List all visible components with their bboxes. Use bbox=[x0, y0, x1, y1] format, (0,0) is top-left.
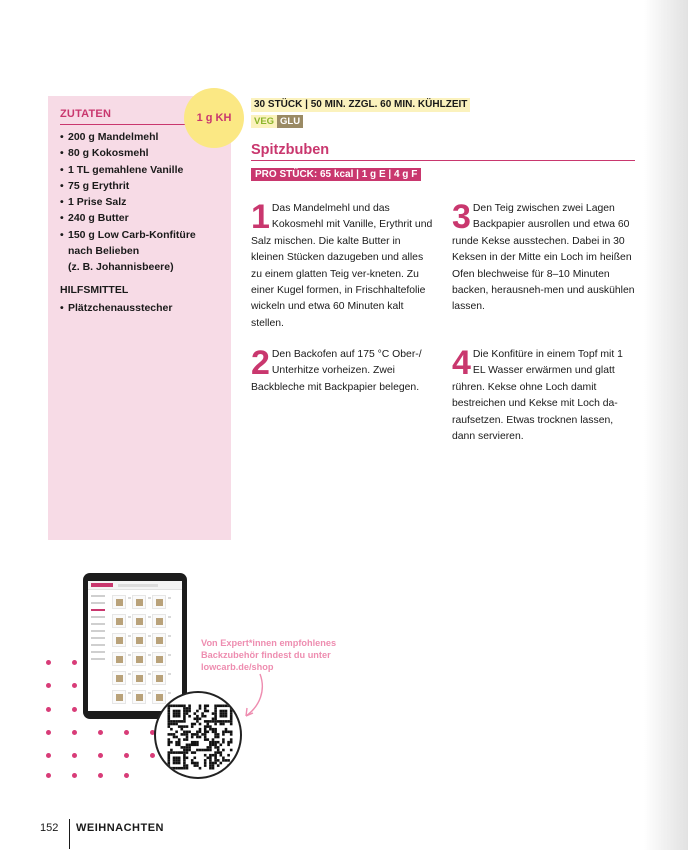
shop-hint: Von Expert*innen empfohlenes Backzubehör findest du unter lowcarb.de/shop bbox=[201, 638, 337, 673]
shop-product-caption bbox=[148, 635, 151, 637]
decorative-dot bbox=[124, 753, 129, 758]
step-text: Die Konfitüre in einem Topf mit 1 EL Wasser erwärmen und glatt rühren. Kekse ohne Loch damit bestreichen und Kekse mit Loch da-raufsetzen. Etwas trocknen lassen, dann servieren. bbox=[452, 349, 623, 443]
shop-product-caption bbox=[148, 616, 151, 618]
shop-header bbox=[88, 581, 182, 590]
step-text: Das Mandelmehl und das Kokosmehl mit Vanille, Erythrit und Salz mischen. Die kalte Butter in kleinen Stücken dazugeben und alles zu einem glatten Teig ver-kneten. Zu einer Kugel formen, in Frischhaltefolie wickeln und etwa 60 Minuten kalt stellen. bbox=[251, 203, 433, 329]
shop-product-tile bbox=[152, 690, 166, 704]
shop-screenshot bbox=[88, 581, 182, 711]
ingredient-item-continuation: nach Belieben bbox=[68, 245, 140, 258]
shop-product-tile bbox=[132, 652, 146, 666]
shop-product-tile bbox=[152, 595, 166, 609]
decorative-dot bbox=[72, 730, 77, 735]
section-title: WEIHNACHTEN bbox=[76, 822, 164, 834]
ingredient-item: • 1 Prise Salz bbox=[60, 194, 196, 210]
shop-product-caption bbox=[148, 597, 151, 599]
shop-product-tile bbox=[132, 614, 146, 628]
step-number: 1 bbox=[251, 198, 270, 236]
shop-product-tile bbox=[132, 595, 146, 609]
qr-code[interactable] bbox=[154, 691, 242, 779]
ingredients-heading: ZUTATEN bbox=[60, 108, 112, 120]
page-gutter-shadow bbox=[644, 0, 688, 850]
shop-sidebar bbox=[91, 595, 109, 705]
shop-product-caption bbox=[128, 635, 131, 637]
shop-product-tile bbox=[132, 671, 146, 685]
decorative-dot bbox=[72, 753, 77, 758]
title-divider bbox=[251, 160, 635, 161]
tool-item: • Plätzchenausstecher bbox=[60, 300, 172, 316]
shop-product-caption bbox=[148, 692, 151, 694]
decorative-dot bbox=[72, 660, 77, 665]
decorative-dot bbox=[124, 773, 129, 778]
tablet-illustration bbox=[83, 573, 187, 719]
step-4 bbox=[452, 344, 636, 445]
step-text: Den Teig zwischen zwei Lagen Backpapier ausrollen und etwa 60 runde Kekse ausstechen. Dabei in 30 Keksen in der Mitte ein Loch im heißen Ofen blechweise für 8–10 Minuten backen, herausneh-men und auskühlen lassen. bbox=[452, 203, 635, 313]
shop-product-caption bbox=[128, 692, 131, 694]
decorative-dot bbox=[46, 730, 51, 735]
shop-product-tile bbox=[112, 614, 126, 628]
decorative-dot bbox=[150, 753, 155, 758]
ingredient-item: • 75 g Erythrit bbox=[60, 178, 196, 194]
shop-logo bbox=[91, 583, 113, 587]
shop-search-bar bbox=[118, 584, 158, 587]
shop-product-caption bbox=[128, 654, 131, 656]
shop-product-caption bbox=[148, 673, 151, 675]
page-number: 152 bbox=[40, 822, 59, 834]
recipe-meta: 30 STÜCK | 50 MIN. ZZGL. 60 MIN. KÜHLZEIT bbox=[251, 98, 470, 112]
shop-product-caption bbox=[128, 673, 131, 675]
decorative-dot bbox=[72, 707, 77, 712]
tag-glu: GLU bbox=[277, 115, 303, 128]
step-1 bbox=[251, 198, 435, 332]
shop-product-tile bbox=[112, 671, 126, 685]
decorative-dot bbox=[124, 730, 129, 735]
shop-product-caption bbox=[168, 692, 171, 694]
nutrition-bar: PRO STÜCK: 65 kcal | 1 g E | 4 g F bbox=[251, 168, 421, 181]
shop-product-caption bbox=[128, 597, 131, 599]
shop-product-tile bbox=[132, 633, 146, 647]
shop-product-caption bbox=[168, 673, 171, 675]
curved-arrow-icon bbox=[238, 672, 268, 722]
shop-product-tile bbox=[152, 633, 166, 647]
shop-product-caption bbox=[128, 616, 131, 618]
qr-code-icon bbox=[156, 693, 242, 779]
step-3 bbox=[452, 198, 636, 316]
decorative-dot bbox=[98, 753, 103, 758]
decorative-dot bbox=[98, 773, 103, 778]
recipe-title: Spitzbuben bbox=[251, 142, 330, 158]
step-number: 3 bbox=[452, 198, 471, 236]
decorative-dot bbox=[46, 707, 51, 712]
decorative-dot bbox=[72, 683, 77, 688]
shop-product-tile bbox=[152, 614, 166, 628]
ingredients-list bbox=[60, 129, 196, 276]
tools-heading: HILFSMITTEL bbox=[60, 284, 129, 296]
decorative-dot bbox=[46, 660, 51, 665]
shop-product-tile bbox=[112, 690, 126, 704]
decorative-dot bbox=[46, 753, 51, 758]
decorative-dot bbox=[46, 773, 51, 778]
ingredient-item-continuation: (z. B. Johannisbeere) bbox=[68, 261, 174, 274]
shop-product-caption bbox=[148, 654, 151, 656]
shop-product-tile bbox=[112, 633, 126, 647]
ingredient-item: • 1 TL gemahlene Vanille bbox=[60, 162, 196, 178]
ingredient-item: • 80 g Kokosmehl bbox=[60, 145, 196, 161]
step-2 bbox=[251, 344, 435, 396]
tag-veg: VEG bbox=[251, 115, 277, 128]
step-number: 4 bbox=[452, 344, 471, 382]
shop-product-caption bbox=[168, 635, 171, 637]
ingredient-item: • 150 g Low Carb-Konfitüre bbox=[60, 227, 196, 243]
decorative-dot bbox=[46, 683, 51, 688]
step-text: Den Backofen auf 175 °C Ober-/ Unterhitze vorheizen. Zwei Backbleche mit Backpapier belegen. bbox=[251, 349, 422, 393]
decorative-dot bbox=[98, 730, 103, 735]
shop-product-tile bbox=[152, 652, 166, 666]
shop-product-tile bbox=[152, 671, 166, 685]
shop-product-caption bbox=[168, 616, 171, 618]
shop-product-tile bbox=[132, 690, 146, 704]
shop-product-caption bbox=[168, 654, 171, 656]
ingredient-item: • 200 g Mandelmehl bbox=[60, 129, 196, 145]
decorative-dot bbox=[72, 773, 77, 778]
tools-list bbox=[60, 300, 172, 316]
footer-separator bbox=[69, 819, 70, 849]
shop-product-tile bbox=[112, 595, 126, 609]
carbs-badge: 1 g KH bbox=[184, 88, 244, 148]
shop-product-caption bbox=[168, 597, 171, 599]
shop-product-tile bbox=[112, 652, 126, 666]
step-number: 2 bbox=[251, 344, 270, 382]
ingredient-item: • 240 g Butter bbox=[60, 210, 196, 226]
ingredients-box bbox=[48, 96, 231, 540]
